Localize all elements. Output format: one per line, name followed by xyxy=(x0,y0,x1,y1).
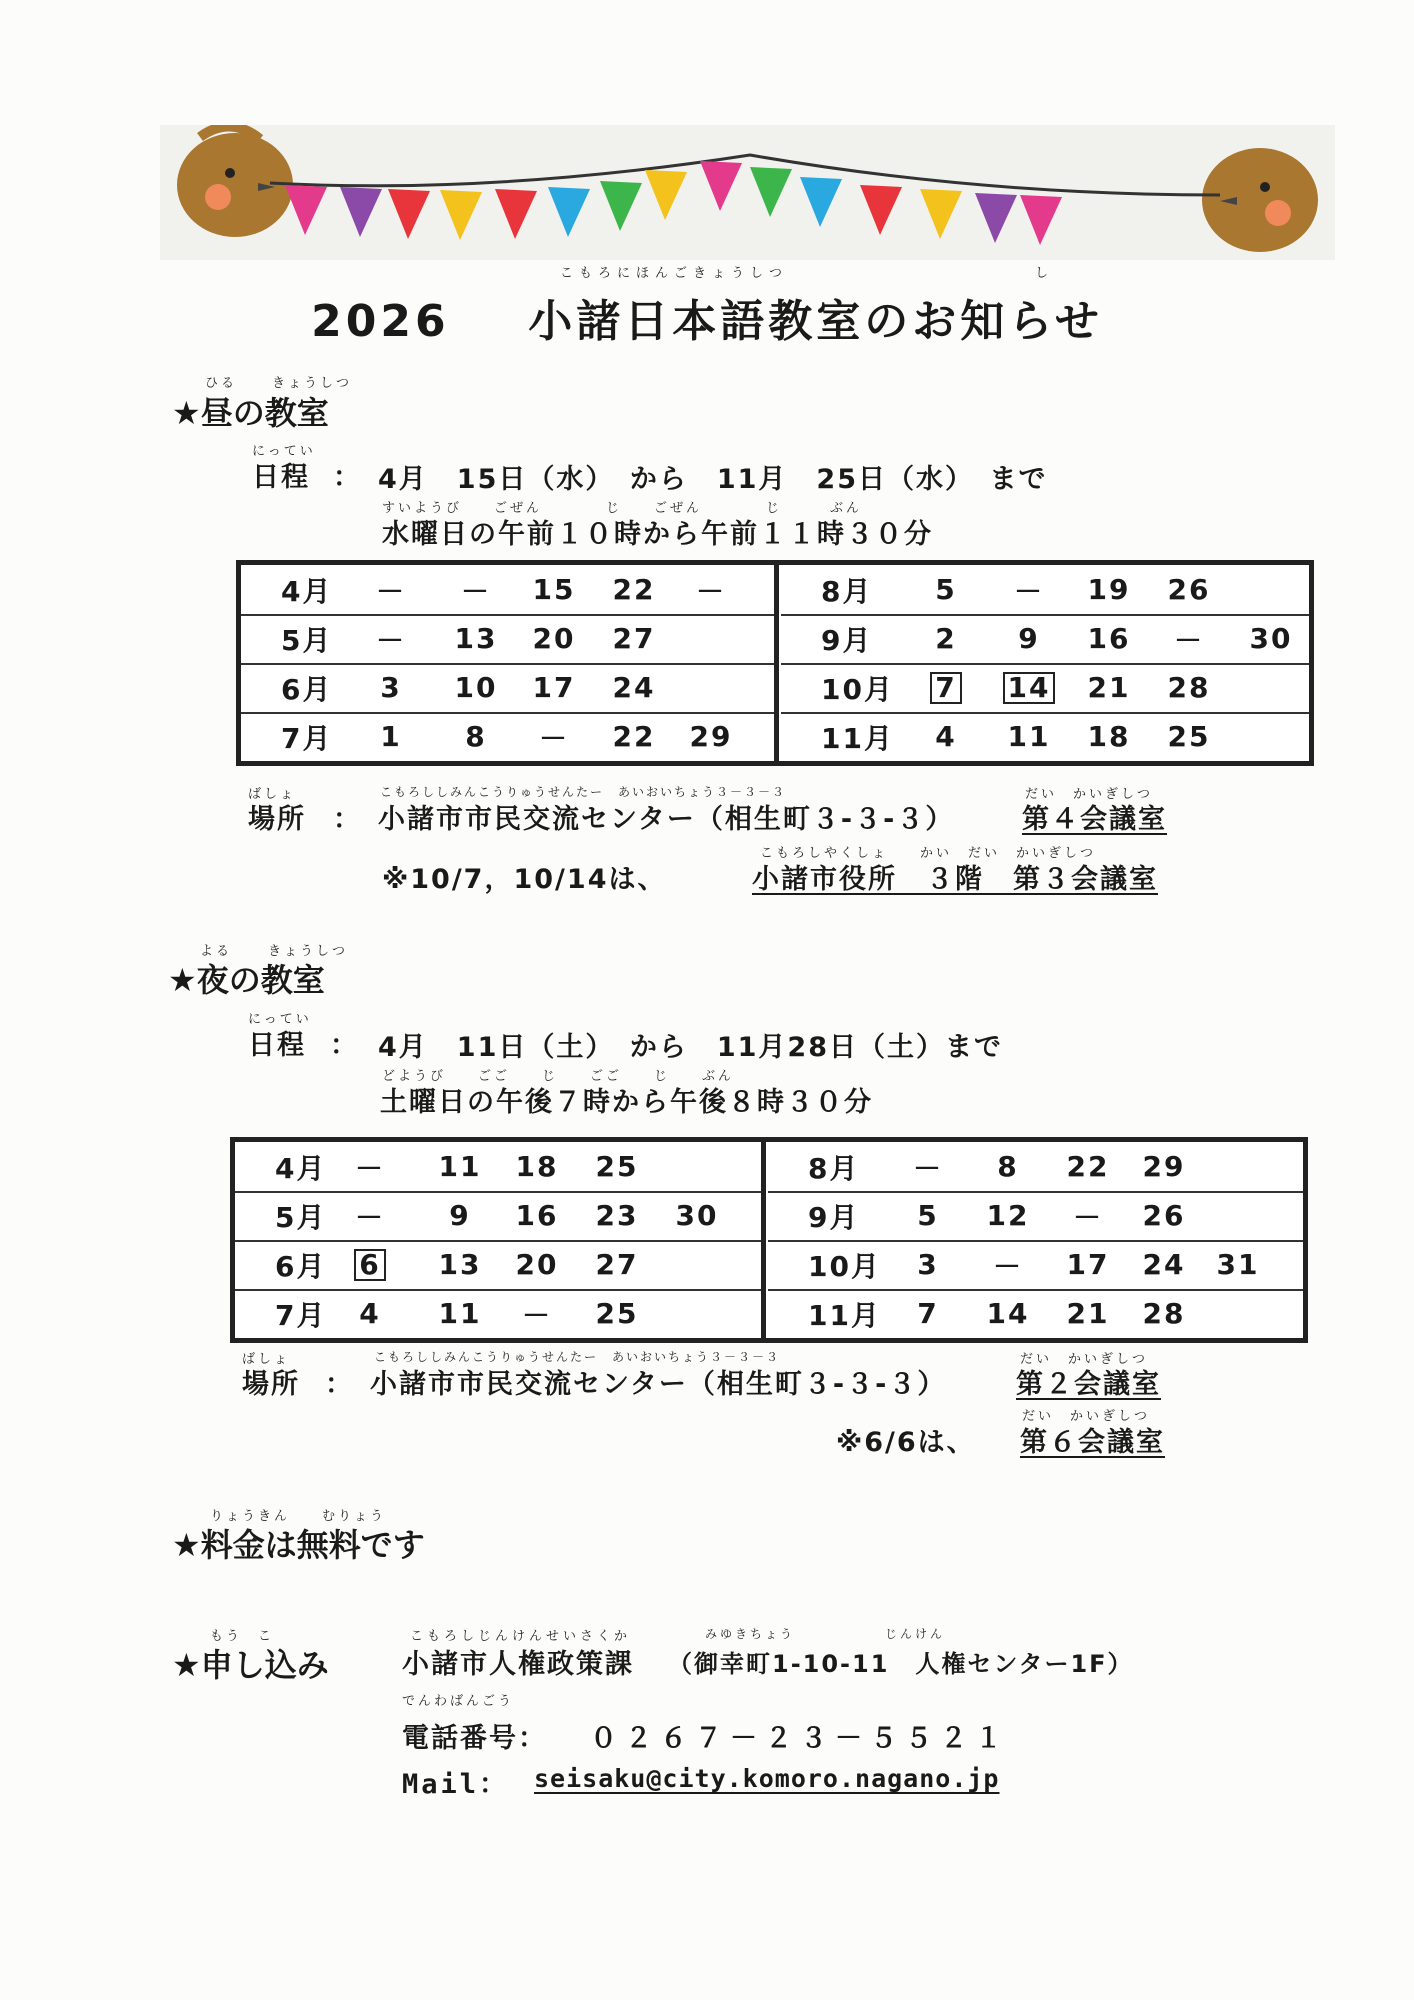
table-row xyxy=(781,614,1309,665)
night-time-ruby: どようび ごご じ ごご じ ぶん xyxy=(382,1069,735,1084)
day-cell xyxy=(667,1142,727,1191)
pennant-flag xyxy=(920,189,962,239)
apply-phone: ０２６７－２３－５５２１ xyxy=(590,1723,1010,1754)
day-cell: 17 xyxy=(532,671,576,704)
night-note-ruby: だい かいぎしつ xyxy=(1022,1409,1151,1424)
night-place-label: 場所 xyxy=(242,1369,300,1400)
pennant-flag xyxy=(700,161,742,211)
day-heading-ruby-hiru: ひる xyxy=(205,376,238,391)
title-ruby-shi: し xyxy=(1035,266,1052,281)
night-place-ruby: こもろししみんこうりゅうせんたー あいおいちょう３－３－３ xyxy=(374,1350,781,1364)
night-room: 第２会議室 xyxy=(1016,1369,1161,1400)
day-cell: 20 xyxy=(532,622,576,655)
day-cell: 30 xyxy=(1249,622,1293,655)
night-heading-ruby-kyoushitsu: きょうしつ xyxy=(268,944,349,959)
table-row xyxy=(781,565,1309,616)
month-cell: 11月 xyxy=(821,721,894,755)
day-class-heading: ★昼の教室 xyxy=(172,394,329,432)
night-schedule-colon: ： xyxy=(330,1030,359,1061)
day-cell: 7 xyxy=(917,1297,939,1330)
pennant-flag xyxy=(800,177,842,227)
month-cell: 10月 xyxy=(808,1249,881,1283)
day-note-prefix: ※10/7，10/14は、 xyxy=(382,864,667,895)
table-row xyxy=(781,712,1309,761)
day-cell: － xyxy=(912,1151,943,1185)
page-title xyxy=(0,285,1414,349)
day-cell: 22 xyxy=(612,573,656,606)
month-cell: 8月 xyxy=(808,1151,860,1185)
day-place-colon: ： xyxy=(333,804,362,835)
day-cell: 28 xyxy=(1167,671,1211,704)
day-cell: 25 xyxy=(1167,720,1211,753)
day-cell xyxy=(1208,1191,1268,1240)
day-time-text: 水曜日の午前１０時から午前１１時３０分 xyxy=(382,519,933,550)
bird-left-icon xyxy=(177,126,293,237)
pennant-flag xyxy=(548,187,590,237)
pennant-flags xyxy=(285,161,1062,245)
table-row xyxy=(768,1240,1303,1291)
day-cell xyxy=(667,1240,727,1289)
pennant-flag xyxy=(1020,195,1062,245)
pennant-flag xyxy=(495,189,537,239)
pennant-flag xyxy=(285,185,327,235)
day-place-label: 場所 xyxy=(248,804,306,835)
apply-phone-label-ruby: でんわばんごう xyxy=(402,1694,515,1709)
day-cell: － xyxy=(695,574,726,608)
day-cell: 29 xyxy=(1142,1150,1186,1183)
month-cell: 5月 xyxy=(275,1200,327,1234)
title-text: 小諸日本語教室のお知らせ xyxy=(528,296,1103,347)
day-cell: 12 xyxy=(986,1199,1030,1232)
day-cell xyxy=(681,663,741,712)
day-schedule-colon: ： xyxy=(333,462,362,493)
night-schedule-label: 日程 xyxy=(248,1030,306,1061)
day-cell: 22 xyxy=(1066,1150,1110,1183)
day-cell: 8 xyxy=(465,720,487,753)
table-row xyxy=(241,614,774,665)
month-cell: 10月 xyxy=(821,672,894,706)
day-cell: － xyxy=(992,1249,1023,1283)
day-cell xyxy=(1208,1289,1268,1338)
day-cell: 21 xyxy=(1087,671,1131,704)
night-place-label-ruby: ばしょ xyxy=(242,1352,291,1367)
day-cell xyxy=(1241,663,1301,712)
table-row xyxy=(241,663,774,714)
pennant-flag xyxy=(600,181,642,231)
night-schedule-label-ruby: にってい xyxy=(248,1012,312,1027)
table-row xyxy=(241,565,774,616)
day-cell: 13 xyxy=(454,622,498,655)
day-cell: 5 xyxy=(917,1199,939,1232)
pennant-flag xyxy=(860,185,902,235)
day-cell: 26 xyxy=(1142,1199,1186,1232)
table-row xyxy=(241,712,774,761)
table-row xyxy=(768,1289,1303,1338)
day-note-place: 小諸市役所 ３階 第３会議室 xyxy=(752,864,1158,895)
day-cell: － xyxy=(375,623,406,657)
month-cell: 8月 xyxy=(821,574,873,608)
table-row xyxy=(781,663,1309,714)
day-cell: 4 xyxy=(935,720,957,753)
month-cell: 7月 xyxy=(275,1298,327,1332)
day-cell: 25 xyxy=(595,1150,639,1183)
month-cell: 11月 xyxy=(808,1298,881,1332)
pennant-flag xyxy=(340,187,382,237)
pennant-flag xyxy=(975,193,1017,243)
day-cell: 18 xyxy=(515,1150,559,1183)
day-cell: 26 xyxy=(1167,573,1211,606)
day-room-ruby: だい かいぎしつ xyxy=(1025,787,1154,802)
day-cell xyxy=(340,1240,400,1289)
month-cell: 6月 xyxy=(275,1249,327,1283)
day-cell: 28 xyxy=(1142,1297,1186,1330)
day-table-left xyxy=(241,565,779,761)
day-cell: 15 xyxy=(532,573,576,606)
day-cell: 4 xyxy=(359,1297,381,1330)
night-table-left xyxy=(235,1142,766,1338)
pennant-flag xyxy=(440,190,482,240)
day-cell: 16 xyxy=(515,1199,559,1232)
day-cell: 13 xyxy=(438,1248,482,1281)
day-cell: － xyxy=(460,574,491,608)
night-table-right xyxy=(768,1142,1303,1338)
highlighted-day: 14 xyxy=(1003,672,1056,704)
day-cell: 11 xyxy=(1007,720,1051,753)
day-cell: － xyxy=(375,574,406,608)
month-cell: 6月 xyxy=(281,672,333,706)
table-row xyxy=(768,1191,1303,1242)
day-room: 第４会議室 xyxy=(1022,804,1167,835)
night-schedule-text: 4月 11日（土） から 11月28日（土）まで xyxy=(378,1032,1004,1063)
day-cell: － xyxy=(538,721,569,755)
apply-heading-ruby: もう こ xyxy=(210,1629,275,1644)
day-cell: 11 xyxy=(438,1150,482,1183)
apply-heading: ★申し込み xyxy=(172,1646,329,1684)
day-cell: 27 xyxy=(595,1248,639,1281)
table-row xyxy=(235,1289,761,1338)
title-year: 2026 xyxy=(311,296,450,347)
night-class-heading: ★夜の教室 xyxy=(168,961,325,999)
day-cell: － xyxy=(521,1298,552,1332)
day-cell: － xyxy=(354,1200,385,1234)
day-cell: 10 xyxy=(454,671,498,704)
day-cell: 23 xyxy=(595,1199,639,1232)
night-note-prefix: ※6/6は、 xyxy=(836,1427,976,1458)
fee-text: ★料金は無料です xyxy=(172,1526,425,1564)
day-cell: 5 xyxy=(935,573,957,606)
day-cell: － xyxy=(1173,623,1204,657)
bunting-banner xyxy=(160,125,1335,260)
month-cell: 4月 xyxy=(281,574,333,608)
night-heading-ruby-yoru: よる xyxy=(200,944,233,959)
day-time-ruby: すいようび ごぜん じ ごぜん じ ぶん xyxy=(382,501,863,516)
highlighted-day: 7 xyxy=(930,672,961,704)
day-schedule-label: 日程 xyxy=(252,462,310,493)
day-cell xyxy=(667,1289,727,1338)
apply-phone-label: 電話番号： xyxy=(402,1723,547,1754)
apply-dept: 小諸市人権政策課 xyxy=(402,1649,634,1680)
bird-right-icon xyxy=(1202,148,1318,252)
day-cell: － xyxy=(1072,1200,1103,1234)
day-heading-ruby-kyoushitsu: きょうしつ xyxy=(272,376,353,391)
day-cell xyxy=(1241,565,1301,614)
day-cell xyxy=(1241,712,1301,761)
day-cell: 3 xyxy=(917,1248,939,1281)
day-cell: 31 xyxy=(1216,1248,1260,1281)
fee-ruby: りょうきん むりょう xyxy=(210,1509,387,1524)
day-cell xyxy=(1208,1142,1268,1191)
month-cell: 4月 xyxy=(275,1151,327,1185)
day-cell xyxy=(916,663,976,712)
highlighted-day: 6 xyxy=(354,1249,385,1281)
day-cell: － xyxy=(1013,574,1044,608)
day-cell: 29 xyxy=(689,720,733,753)
day-cell: 11 xyxy=(438,1297,482,1330)
email-link[interactable]: seisaku@city.komoro.nagano.jp xyxy=(534,1764,1000,1793)
night-place-colon: ： xyxy=(325,1369,354,1400)
day-schedule-label-ruby: にってい xyxy=(252,444,316,459)
day-schedule-text: 4月 15日（水） から 11月 25日（水） まで xyxy=(378,464,1048,495)
day-cell: 24 xyxy=(612,671,656,704)
day-cell: 21 xyxy=(1066,1297,1110,1330)
month-cell: 9月 xyxy=(808,1200,860,1234)
day-place-label-ruby: ばしょ xyxy=(248,787,297,802)
day-cell: 20 xyxy=(515,1248,559,1281)
apply-address: （御幸町1-10-11 人権センター1F） xyxy=(668,1650,1134,1678)
apply-mail-label: Mail： xyxy=(402,1769,510,1800)
day-cell xyxy=(999,663,1059,712)
day-cell: 27 xyxy=(612,622,656,655)
day-note-ruby: こもろしやくしょ かい だい かいぎしつ xyxy=(760,846,1097,861)
day-schedule-table xyxy=(236,560,1314,766)
day-cell: 2 xyxy=(935,622,957,655)
night-place-text: 小諸市市民交流センター（相生町３-３-３） xyxy=(370,1369,947,1400)
night-schedule-table xyxy=(230,1137,1308,1343)
day-cell xyxy=(681,614,741,663)
day-cell: 3 xyxy=(380,671,402,704)
day-cell: 17 xyxy=(1066,1248,1110,1281)
day-cell: 14 xyxy=(986,1297,1030,1330)
table-row xyxy=(768,1142,1303,1193)
day-cell: 1 xyxy=(380,720,402,753)
month-cell: 7月 xyxy=(281,721,333,755)
day-cell: 30 xyxy=(675,1199,719,1232)
day-cell: 18 xyxy=(1087,720,1131,753)
day-cell: 9 xyxy=(449,1199,471,1232)
day-cell: 22 xyxy=(612,720,656,753)
day-cell: 8 xyxy=(997,1150,1019,1183)
table-row xyxy=(235,1142,761,1193)
apply-dept-ruby: こもろしじんけんせいさくか xyxy=(410,1629,632,1644)
day-cell: 16 xyxy=(1087,622,1131,655)
table-row xyxy=(235,1191,761,1242)
pennant-flag xyxy=(388,189,430,239)
month-cell: 5月 xyxy=(281,623,333,657)
night-time-text: 土曜日の午後７時から午後８時３０分 xyxy=(380,1087,873,1118)
table-row xyxy=(235,1240,761,1291)
day-place-text: 小諸市市民交流センター（相生町３-３-３） xyxy=(378,804,955,835)
day-cell: 19 xyxy=(1087,573,1131,606)
night-note-room: 第６会議室 xyxy=(1020,1427,1165,1458)
title-ruby: こもろにほんごきょうしつ xyxy=(560,266,789,281)
day-table-right xyxy=(781,565,1309,761)
bunting-illustration xyxy=(160,125,1335,260)
pennant-flag xyxy=(645,170,687,220)
day-cell: 25 xyxy=(595,1297,639,1330)
pennant-flag xyxy=(750,167,792,217)
day-place-ruby: こもろししみんこうりゅうせんたー あいおいちょう３－３－３ xyxy=(380,785,787,799)
day-cell: 9 xyxy=(1018,622,1040,655)
month-cell: 9月 xyxy=(821,623,873,657)
day-cell: － xyxy=(354,1151,385,1185)
day-cell: 24 xyxy=(1142,1248,1186,1281)
night-room-ruby: だい かいぎしつ xyxy=(1020,1352,1149,1367)
apply-address-ruby: みゆきちょう じんけん xyxy=(705,1627,946,1641)
